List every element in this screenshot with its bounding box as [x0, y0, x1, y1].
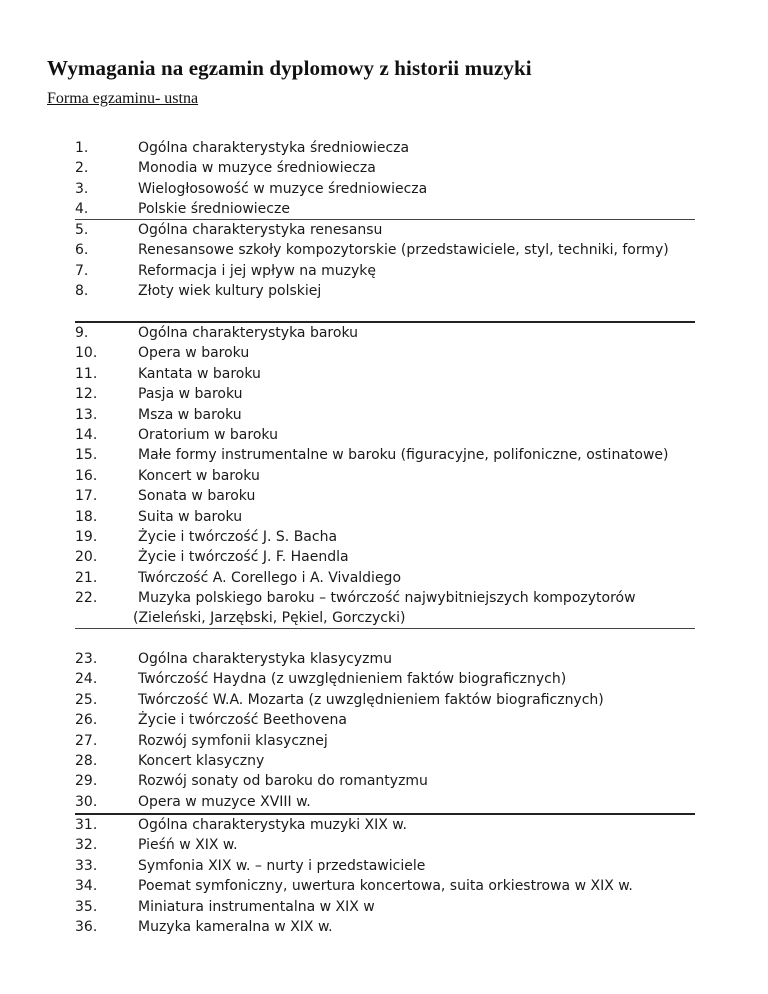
item-text: Suita w baroku [138, 508, 243, 525]
list-item [75, 343, 695, 363]
item-text: Poemat symfoniczny, uwertura koncertowa, suita orkiestrowa w XIX w. [138, 878, 633, 895]
item-number: 22. [75, 590, 98, 607]
list-item [75, 731, 695, 751]
list-item [75, 261, 695, 281]
list-item [75, 364, 695, 384]
list-item [75, 792, 695, 812]
item-text: Ogólna charakterystyka muzyki XIX w. [138, 817, 407, 833]
section-19th-century [75, 815, 695, 937]
item-text: Muzyka polskiego baroku – twórczość najwybitniejszych kompozytorów [138, 590, 636, 607]
item-text: Monodia w muzyce średniowiecza [138, 160, 376, 177]
item-text: Ogólna charakterystyka klasycyzmu [138, 651, 392, 667]
item-number: 4. [75, 201, 89, 218]
item-number: 26. [75, 712, 98, 729]
item-text: Opera w baroku [138, 345, 250, 362]
item-number: 6. [75, 242, 89, 259]
list-item [75, 199, 695, 219]
section-medieval [75, 138, 695, 220]
list-item [75, 240, 695, 260]
list-item [75, 690, 695, 710]
section-baroque [75, 323, 695, 629]
item-number: 9. [75, 325, 89, 341]
item-number: 29. [75, 773, 98, 790]
list-item [75, 897, 695, 917]
list-item [75, 281, 695, 301]
item-text: Pieśń w XIX w. [138, 837, 238, 854]
item-number: 31. [75, 817, 98, 833]
item-number: 15. [75, 447, 98, 464]
item-number: 12. [75, 386, 98, 403]
item-text: Małe formy instrumentalne w baroku (figuracyjne, polifoniczne, ostinatowe) [138, 447, 669, 464]
item-text: Kantata w baroku [138, 365, 261, 382]
list-item [75, 876, 695, 896]
item-number: 28. [75, 752, 98, 769]
list-item [75, 384, 695, 404]
item-text: Msza w baroku [138, 406, 242, 423]
item-number: 5. [75, 222, 89, 238]
item-text: Ogólna charakterystyka baroku [138, 325, 358, 341]
item-text: Złoty wiek kultury polskiej [138, 283, 322, 300]
item-number: 33. [75, 857, 98, 874]
list-item [75, 751, 695, 771]
list-item [75, 179, 695, 199]
list-item [75, 917, 695, 937]
item-number: 32. [75, 837, 98, 854]
section-classicism [75, 649, 695, 812]
item-text: Symfonia XIX w. – nurty i przedstawiciele [138, 857, 426, 874]
list-item [75, 771, 695, 791]
item-text: Twórczość W.A. Mozarta (z uwzględnieniem faktów biograficznych) [138, 691, 604, 708]
item-text: Rozwój sonaty od baroku do romantyzmu [138, 773, 428, 790]
item-number: 8. [75, 283, 89, 300]
item-text: Wielogłosowość w muzyce średniowiecza [138, 180, 428, 197]
item-text: Opera w muzyce XVIII w. [138, 793, 311, 810]
item-number: 27. [75, 732, 98, 749]
item-text: Twórczość A. Corellego i A. Vivaldiego [138, 569, 402, 586]
list-item [75, 466, 695, 486]
list-item [75, 815, 695, 835]
item-text: Pasja w baroku [138, 386, 243, 403]
item-text: Oratorium w baroku [138, 426, 278, 443]
list-item [75, 547, 695, 567]
item-number: 14. [75, 426, 98, 443]
item-number: 10. [75, 345, 98, 362]
list-item [75, 527, 695, 547]
item-text: Koncert klasyczny [138, 752, 265, 769]
item-number: 36. [75, 918, 98, 935]
item-text: Ogólna charakterystyka renesansu [138, 222, 383, 238]
item-number: 3. [75, 180, 89, 197]
list-item [75, 856, 695, 876]
item-number: 18. [75, 508, 98, 525]
item-text: Miniatura instrumentalna w XIX w [138, 898, 375, 915]
list-item [75, 138, 695, 158]
item-text: Reformacja i jej wpływ na muzykę [138, 262, 376, 279]
item-number: 35. [75, 898, 98, 915]
item-text: Muzyka kameralna w XIX w. [138, 918, 333, 935]
item-text: Życie i twórczość J. F. Haendla [138, 549, 349, 566]
item-text: Koncert w baroku [138, 467, 260, 484]
item-continuation: (Zieleński, Jarzębski, Pękiel, Gorczycki) [133, 610, 406, 627]
list-item [75, 669, 695, 689]
list-item [75, 445, 695, 465]
item-number: 16. [75, 467, 98, 484]
item-number: 21. [75, 569, 98, 586]
item-text: Polskie średniowiecze [138, 201, 290, 218]
list-item [75, 323, 695, 343]
section-divider [75, 628, 695, 629]
list-item [75, 588, 695, 608]
list-item [75, 425, 695, 445]
section-renaissance [75, 220, 695, 302]
list-item [75, 835, 695, 855]
item-number: 13. [75, 406, 98, 423]
item-number: 24. [75, 671, 98, 688]
list-item [75, 568, 695, 588]
list-item [75, 507, 695, 527]
list-item [75, 220, 695, 240]
item-number: 17. [75, 488, 98, 505]
list-item [75, 158, 695, 178]
item-number: 2. [75, 160, 89, 177]
item-text: Życie i twórczość J. S. Bacha [138, 528, 338, 545]
item-text: Twórczość Haydna (z uwzględnieniem faktów biograficznych) [138, 671, 567, 688]
list-item [75, 486, 695, 506]
item-text: Życie i twórczość Beethovena [138, 712, 347, 729]
list-item [75, 405, 695, 425]
item-text: Sonata w baroku [138, 488, 256, 505]
item-text: Ogólna charakterystyka średniowiecza [138, 140, 410, 156]
item-number: 34. [75, 878, 98, 895]
item-number: 20. [75, 549, 98, 566]
document-title: Wymagania na egzamin dyplomowy z historii muzyki [47, 56, 532, 80]
item-number: 30. [75, 793, 98, 810]
item-number: 1. [75, 140, 89, 156]
list-item [75, 649, 695, 669]
item-text: Renesansowe szkoły kompozytorskie (przedstawiciele, styl, techniki, formy) [138, 242, 669, 259]
item-number: 23. [75, 651, 98, 667]
item-number: 19. [75, 528, 98, 545]
item-number: 11. [75, 365, 98, 382]
item-number: 25. [75, 691, 98, 708]
list-item [75, 710, 695, 730]
exam-form-subtitle: Forma egzaminu- ustna [47, 90, 199, 107]
item-text: Rozwój symfonii klasycznej [138, 732, 328, 749]
item-number: 7. [75, 262, 89, 279]
